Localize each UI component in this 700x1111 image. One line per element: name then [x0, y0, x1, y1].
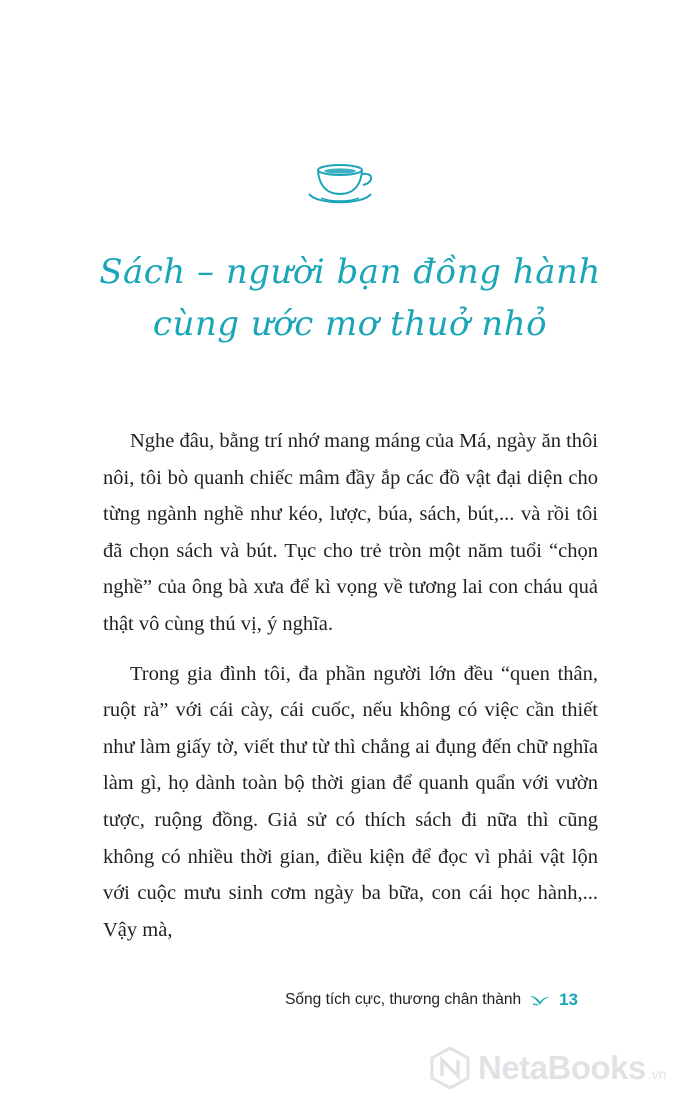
paragraph-2: Trong gia đình tôi, đa phần người lớn đều “quen thân, ruột rà” với cái cày, cái cuốc, nếu không có việc cần thiết như làm giấy tờ, viết thư từ thì chẳng ai đụng đến chữ nghĩa làm gì, họ dành toàn bộ thời gian để quanh quẩn với vườn tược, ruộng đồng. Giả sử có thích sách đi nữa thì cũng không có nhiều thời gian, điều kiện để đọc vì phải vật lộn với cuộc mưu sinh cơm ngày ba bữa, con cái học hành,... Vậy mà, [103, 662, 598, 941]
chapter-title [60, 246, 640, 350]
body-text [103, 423, 598, 948]
watermark-tld: .vn [647, 1066, 667, 1082]
chapter-title-line-1: Sách – người bạn đồng hành [99, 252, 601, 292]
footer-book-title: Sống tích cực, thương chân thành [285, 991, 522, 1008]
page-number: 13 [559, 990, 578, 1009]
page-footer [285, 987, 578, 1013]
coffee-cup-icon [307, 158, 377, 210]
chapter-title-line-2: cùng ước mơ thuở nhỏ [152, 304, 548, 344]
paragraph-1: Nghe đâu, bằng trí nhớ mang máng của Má, ngày ăn thôi nôi, tôi bò quanh chiếc mâm đầy ắp các đồ vật đại diện cho từng ngành nghề như kéo, lược, búa, sách, bút,... và rồi tôi đã chọn sách và bút. Tục cho trẻ tròn một năm tuổi “chọn nghề” của ông bà xưa để kì vọng về tương lai con cháu quả thật vô cùng thú vị, ý nghĩa. [103, 430, 598, 635]
watermark-brand: NetaBooks [478, 1049, 646, 1086]
watermark [428, 1046, 667, 1090]
netabooks-logo-icon [428, 1046, 472, 1090]
bird-icon [529, 993, 551, 1007]
